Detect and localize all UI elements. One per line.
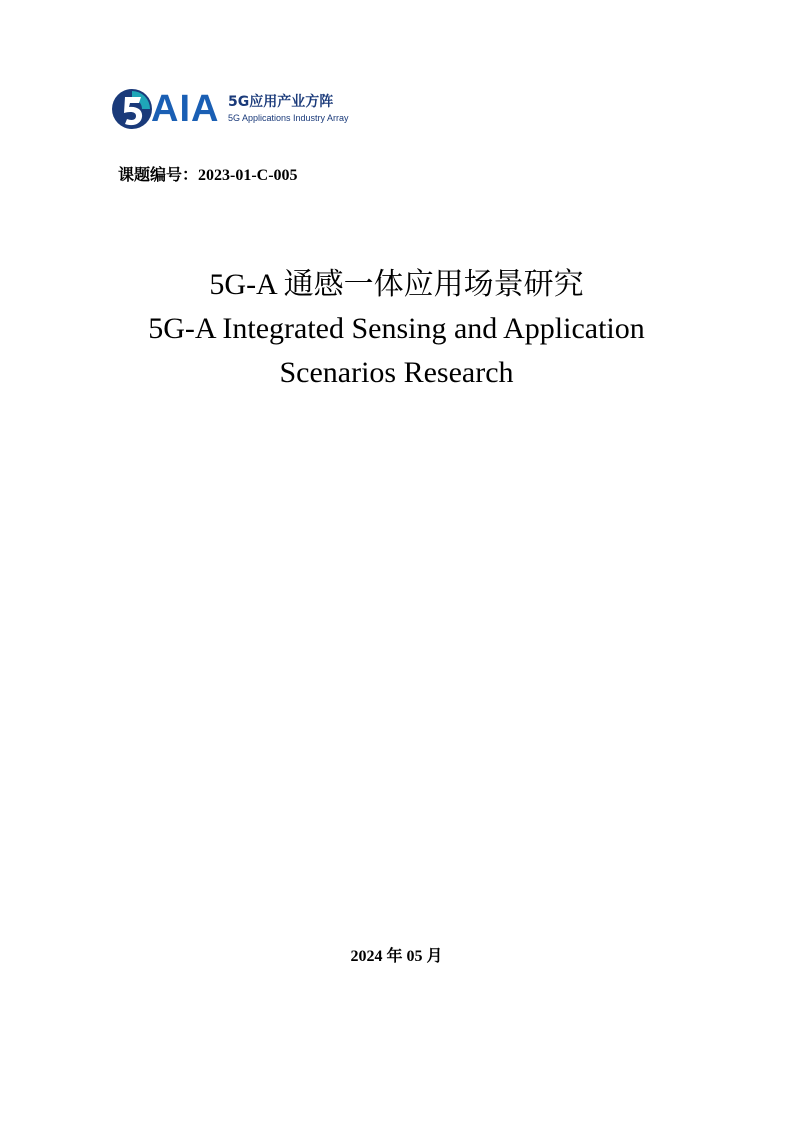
project-code: 课题编号：2023-01-C-005 [118,167,298,184]
org-logo [111,88,371,132]
logo-name-en: 5G Applications Industry Array [228,113,349,123]
title-en-line-1: 5G-A Integrated Sensing and Application [148,312,645,345]
publication-date: 2024 年 05 月 [350,948,443,965]
title-cn: 5G-A 通感一体应用场景研究 [209,268,584,301]
logo-5-swirl-icon [111,88,153,130]
report-title [0,263,793,395]
title-en-line-2: Scenarios Research [279,356,514,389]
logo-letters: AIA [151,88,220,130]
logo-name-cn: 5G应用产业方阵 [228,94,334,110]
